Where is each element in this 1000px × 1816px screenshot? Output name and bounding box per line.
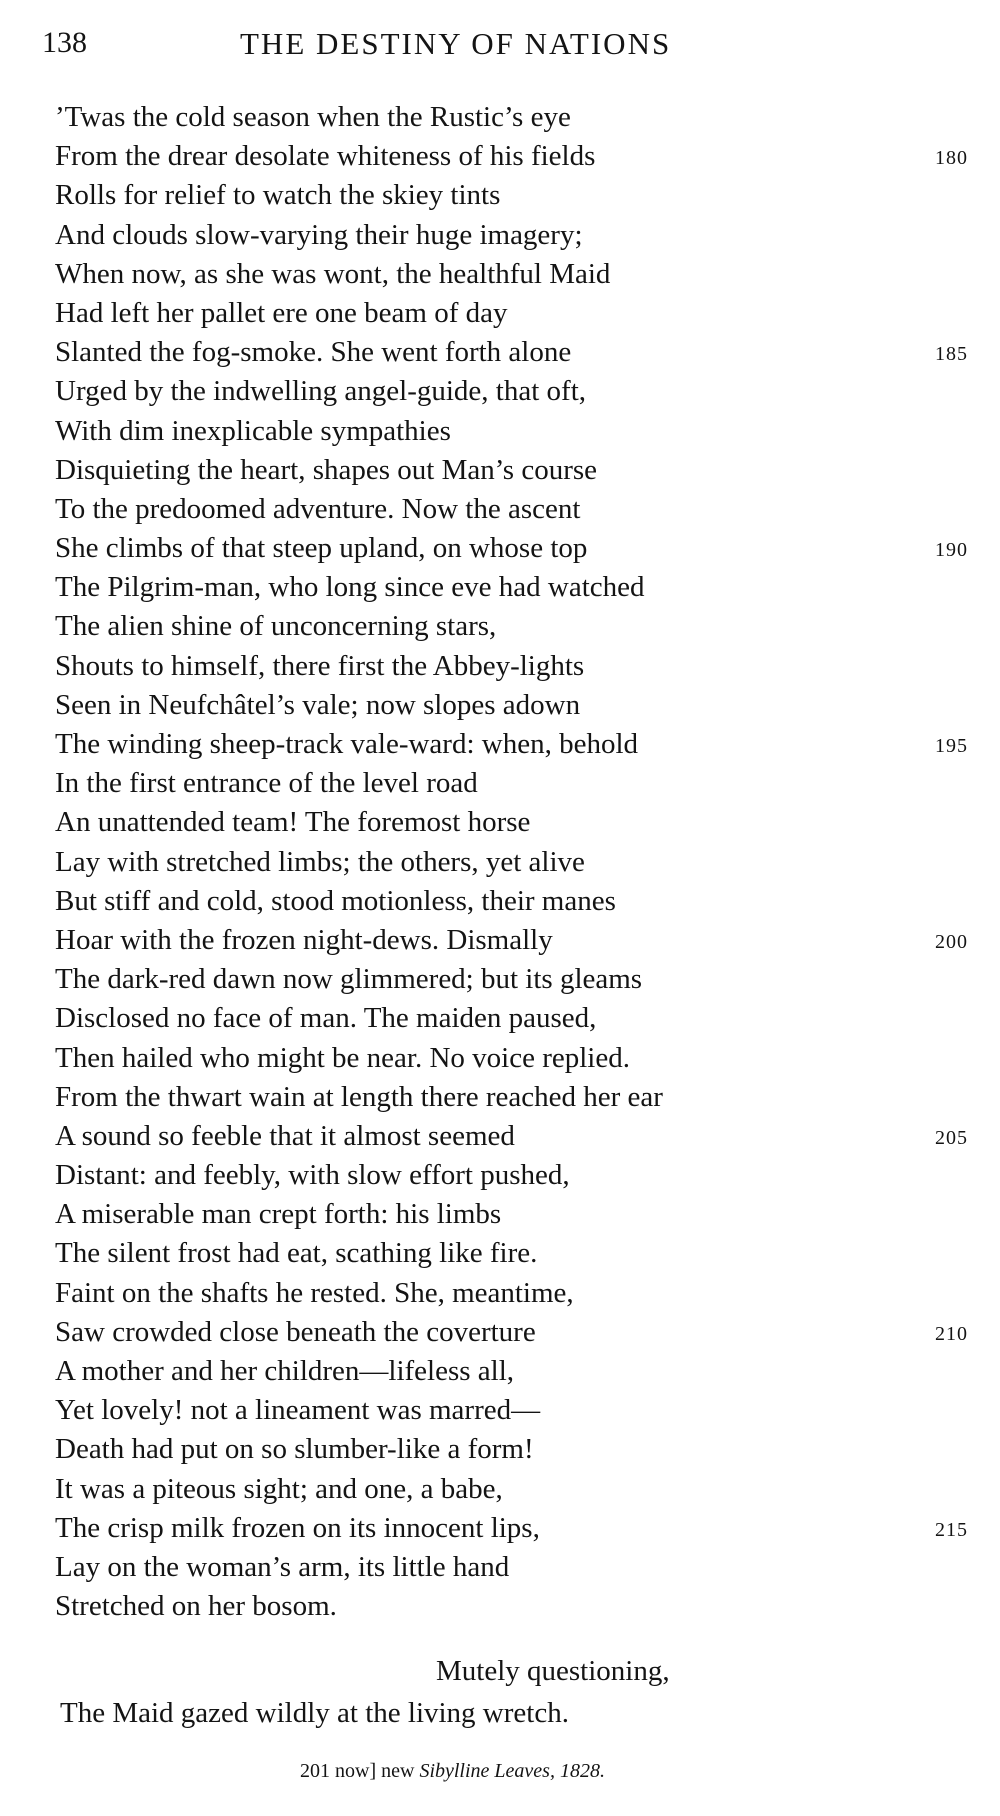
poem-line (55, 333, 985, 372)
poem-line-text: The alien shine of unconcerning stars, (55, 610, 497, 643)
line-number: 215 (935, 1518, 968, 1541)
poem-line (55, 529, 985, 568)
poem-line (55, 490, 985, 529)
poem-line-text: A sound so feeble that it almost seemed (55, 1119, 515, 1152)
poem-line (55, 1039, 985, 1078)
poem-line (55, 647, 985, 686)
line-number: 185 (935, 343, 968, 366)
poem-line-text: Lay with stretched limbs; the others, yet alive (55, 845, 585, 878)
poem-line-text: But stiff and cold, stood motionless, their manes (55, 884, 616, 917)
poem-line-text: Hoar with the frozen night-dews. Dismally (55, 923, 553, 956)
poem-line-text: From the thwart wain at length there reached her ear (55, 1080, 663, 1113)
poem-line (55, 1391, 985, 1430)
poem-line-text: When now, as she was wont, the healthful Maid (55, 257, 611, 290)
poem-line-text: ’Twas the cold season when the Rustic’s eye (55, 101, 571, 133)
line-number: 190 (935, 539, 968, 562)
poem-line (55, 686, 985, 725)
poem-line-text: In the first entrance of the level road (55, 767, 478, 800)
poem-line (55, 999, 985, 1038)
poem-line (55, 412, 985, 451)
line-number: 210 (935, 1322, 968, 1345)
line-number: 180 (935, 147, 968, 170)
poem-line-text: The Pilgrim-man, who long since eve had watched (55, 571, 645, 604)
poem-line (55, 1352, 985, 1391)
poem-line (55, 255, 985, 294)
poem-line-text: Lay on the woman’s arm, its little hand (55, 1550, 510, 1583)
line-number: 205 (935, 1126, 968, 1149)
poem-line-text: An unattended team! The foremost horse (55, 806, 531, 839)
poem-line-text: Stretched on her bosom. (55, 1590, 337, 1623)
poem-line (55, 1078, 985, 1117)
poem-line (55, 1470, 985, 1509)
poem-body (55, 98, 985, 1626)
poem-line-text: And clouds slow-varying their huge imagery; (55, 218, 583, 251)
poem-line-text: Disquieting the heart, shapes out Man’s course (55, 453, 598, 486)
poem-line (55, 607, 985, 646)
poem-line-text: From the drear desolate whiteness of his fields (55, 140, 596, 173)
poem-line-text: Had left her pallet ere one beam of day (55, 296, 508, 329)
poem-line-text: Slanted the fog-smoke. She went forth alone (55, 336, 572, 369)
poem-line (55, 98, 985, 137)
poem-line-text: A miserable man crept forth: his limbs (55, 1198, 502, 1231)
poem-line (55, 372, 985, 411)
poem-line-text: To the predoomed adventure. Now the ascent (55, 492, 581, 525)
poem-line (55, 1234, 985, 1273)
poem-line (55, 294, 985, 333)
poem-line (55, 216, 985, 255)
poem-line-text: With dim inexplicable sympathies (55, 414, 451, 447)
poem-line (55, 1587, 985, 1626)
poem-line-text: She climbs of that steep upland, on whose top (55, 532, 588, 565)
poem-line-text: The silent frost had eat, scathing like fire. (55, 1237, 538, 1270)
poem-final-line: The Maid gazed wildly at the living wretch. (60, 1697, 569, 1729)
poem-line-text: The dark-red dawn now glimmered; but its gleams (55, 963, 643, 996)
poem-line (55, 725, 985, 764)
poem-line-text: Disclosed no face of man. The maiden paused, (55, 1002, 597, 1035)
poem-line (55, 882, 985, 921)
line-number: 195 (935, 735, 968, 757)
poem-line (55, 803, 985, 842)
poem-line (55, 176, 985, 215)
poem-line-text: Shouts to himself, there first the Abbey-lights (55, 649, 585, 682)
poem-line-text: Faint on the shafts he rested. She, meantime, (55, 1276, 574, 1309)
footnote-reference: 201 now] new (300, 1760, 415, 1782)
poem-line-text: Distant: and feebly, with slow effort pushed, (55, 1159, 570, 1192)
poem-line-text: The crisp milk frozen on its innocent lips, (55, 1511, 540, 1544)
footnote (300, 1760, 605, 1783)
poem-line (55, 568, 985, 607)
poem-line (55, 1156, 985, 1195)
poem-line (55, 764, 985, 803)
line-number: 200 (935, 930, 968, 953)
poem-line-text: Yet lovely! not a lineament was marred— (55, 1394, 541, 1427)
poem-line-text: It was a piteous sight; and one, a babe, (55, 1472, 503, 1505)
poem-line (55, 1117, 985, 1156)
poem-line (55, 1274, 985, 1313)
poem-half-line: Mutely questioning, (436, 1655, 670, 1687)
footnote-source: Sibylline Leaves, 1828. (419, 1760, 605, 1782)
poem-line (55, 843, 985, 882)
poem-line (55, 1509, 985, 1548)
poem-line (55, 1313, 985, 1352)
poem-line (55, 1430, 985, 1469)
poem-line (55, 960, 985, 999)
poem-line-text: Urged by the indwelling angel-guide, that oft, (55, 375, 587, 408)
poem-line (55, 1548, 985, 1587)
poem-line (55, 137, 985, 176)
poem-line (55, 1195, 985, 1234)
running-title: THE DESTINY OF NATIONS (240, 26, 672, 61)
poem-line (55, 921, 985, 960)
poem-line (55, 451, 985, 490)
poem-line-text: The winding sheep-track vale-ward: when, behold (55, 728, 639, 760)
poem-line-text: Seen in Neufchâtel’s vale; now slopes adown (55, 688, 581, 721)
poem-line-text: Rolls for relief to watch the skiey tints (55, 179, 501, 212)
poem-line-text: Death had put on so slumber-like a form! (55, 1433, 534, 1466)
page-number: 138 (42, 26, 87, 59)
poem-line-text: A mother and her children—lifeless all, (55, 1355, 515, 1387)
poem-line-text: Saw crowded close beneath the coverture (55, 1315, 536, 1348)
poem-line-text: Then hailed who might be near. No voice replied. (55, 1041, 630, 1074)
